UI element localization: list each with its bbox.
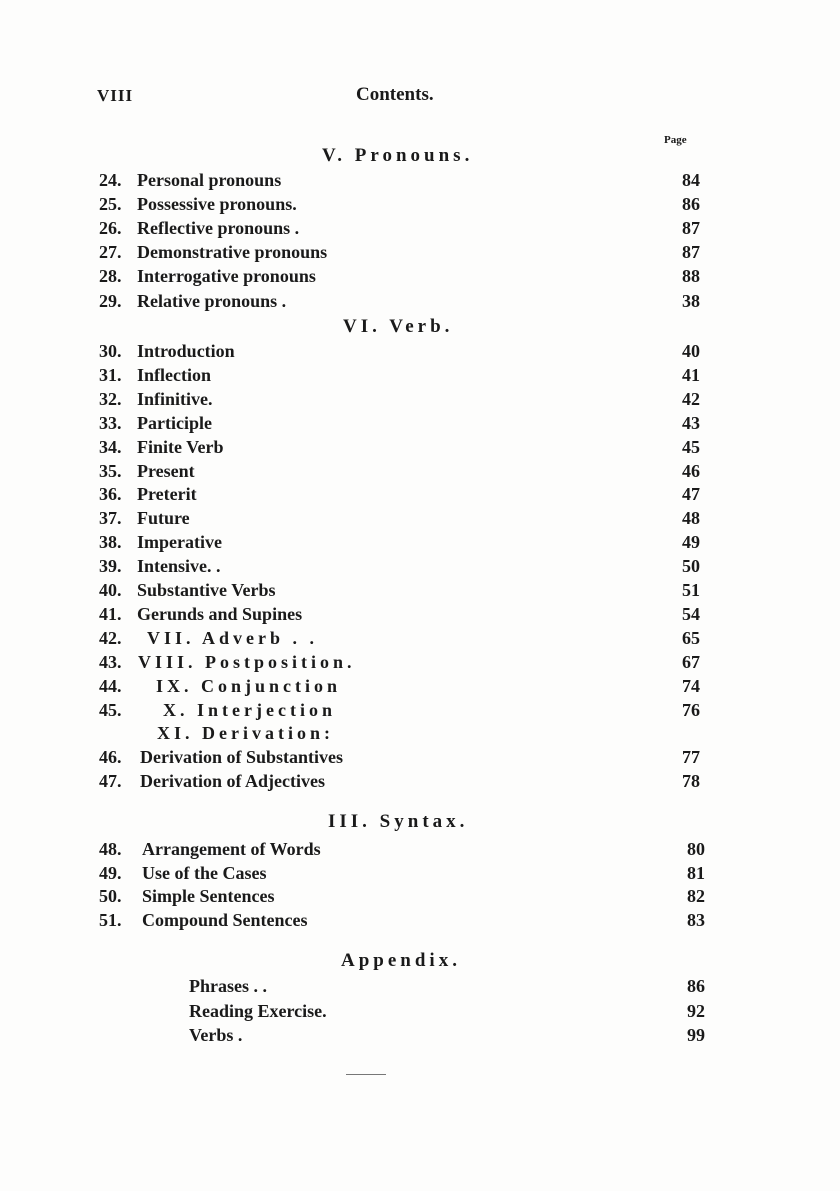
entry-title: Infinitive. [137, 388, 213, 409]
toc-entry [0, 652, 840, 676]
entry-number: 30. [99, 341, 122, 361]
entry-number: 37. [99, 508, 122, 529]
toc-entry [0, 532, 840, 556]
entry-number: 36. [99, 484, 122, 505]
entry-title: Introduction [137, 341, 235, 361]
toc-entry [0, 242, 840, 266]
toc-entry [0, 413, 840, 437]
toc-entry [0, 437, 840, 461]
toc-entry [0, 194, 840, 218]
entry-number: 26. [99, 218, 122, 239]
section-title-syntax: III. Syntax. [328, 811, 469, 832]
end-rule [346, 1074, 386, 1075]
entry-number: 31. [99, 364, 122, 385]
toc-entry [0, 218, 840, 242]
entry-page-number: 50 [682, 556, 700, 577]
running-head: Contents. [356, 84, 434, 105]
entry-title: Compound Sentences [142, 910, 308, 931]
toc-entry [0, 886, 840, 910]
entry-page-number: 76 [682, 699, 700, 720]
toc-entry [0, 723, 840, 747]
entry-page-number: 47 [682, 484, 700, 505]
toc-entry [0, 484, 840, 508]
entry-page-number: 38 [682, 290, 700, 311]
entry-title: Present [137, 460, 195, 481]
toc-entry [0, 839, 840, 863]
page-column-label: Page [664, 134, 687, 146]
entry-title: Imperative [137, 532, 222, 553]
toc-entry [0, 863, 840, 887]
entry-number: 24. [99, 170, 122, 190]
entry-title: Participle [137, 412, 212, 433]
entry-title: Simple Sentences [142, 886, 275, 907]
entry-page-number: 42 [682, 388, 700, 409]
entry-page-number: 54 [682, 603, 700, 624]
entry-page-number: 48 [682, 508, 700, 529]
entry-number: 46. [99, 747, 122, 768]
toc-entry [0, 365, 840, 389]
entry-title: Reading Exercise. [189, 1000, 327, 1021]
entry-page-number: 86 [682, 194, 700, 215]
entry-title: VII. Adverb . . [147, 627, 319, 648]
entry-page-number: 74 [682, 675, 700, 696]
toc-entry [0, 556, 840, 580]
entry-title: Substantive Verbs [137, 580, 276, 600]
toc-entry [0, 1025, 840, 1049]
section-title-pronouns: V. Pronouns. [322, 145, 474, 166]
entry-title: VIII. Postposition. [138, 651, 356, 672]
entry-number: 45. [99, 699, 122, 720]
entry-number: 39. [99, 556, 122, 577]
entry-number: 25. [99, 194, 122, 215]
toc-entry [0, 461, 840, 485]
entry-title: Arrangement of Words [142, 839, 321, 859]
entry-number: 27. [99, 242, 122, 263]
entry-page-number: 46 [682, 460, 700, 481]
entry-number: 48. [99, 839, 122, 859]
toc-entry [0, 910, 840, 934]
entry-page-number: 45 [682, 436, 700, 457]
entry-number: 42. [99, 627, 122, 648]
entry-number: 49. [99, 862, 122, 883]
page-folio: VIII [97, 86, 134, 105]
entry-page-number: 77 [682, 747, 700, 768]
entry-title: Personal pronouns [137, 170, 282, 190]
toc-entry [0, 628, 840, 652]
entry-page-number: 65 [682, 627, 700, 648]
entry-number: 35. [99, 460, 122, 481]
entry-title: Intensive. . [137, 556, 221, 577]
entry-page-number: 84 [682, 170, 700, 190]
entry-page-number: 78 [682, 771, 700, 792]
entry-page-number: 92 [687, 1000, 705, 1021]
entry-number: 43. [99, 651, 122, 672]
entry-page-number: 49 [682, 532, 700, 553]
entry-number: 50. [99, 886, 122, 907]
entry-page-number: 43 [682, 412, 700, 433]
entry-number: 29. [99, 290, 122, 311]
entry-title: Preterit [137, 484, 197, 505]
entry-page-number: 80 [687, 839, 705, 859]
toc-entry [0, 747, 840, 771]
section-title-appendix: Appendix. [341, 950, 461, 971]
entry-title: Phrases . . [189, 976, 267, 996]
entry-page-number: 99 [687, 1025, 705, 1045]
toc-entry [0, 700, 840, 724]
entry-number: 44. [99, 675, 122, 696]
entry-title: Use of the Cases [142, 862, 267, 883]
entry-title: Future [137, 508, 190, 529]
toc-entry [0, 771, 840, 795]
entry-title: Demonstrative pronouns [137, 242, 328, 263]
entry-page-number: 88 [682, 266, 700, 287]
entry-title: Derivation of Adjectives [140, 771, 325, 792]
entry-number: 41. [99, 603, 122, 624]
entry-number: 34. [99, 436, 122, 457]
entry-title: Interrogative pronouns [137, 266, 316, 287]
entry-title: Derivation of Substantives [140, 747, 344, 768]
toc-entry [0, 291, 840, 315]
toc-entry [0, 170, 840, 194]
entry-page-number: 67 [682, 651, 700, 672]
toc-entry [0, 676, 840, 700]
entry-title: Relative pronouns . [137, 290, 287, 311]
toc-entry [0, 266, 840, 290]
entry-page-number: 87 [682, 242, 700, 263]
toc-entry [0, 389, 840, 413]
entry-title: IX. Conjunction [156, 675, 342, 696]
entry-page-number: 81 [687, 862, 705, 883]
entry-title: Gerunds and Supines [137, 603, 303, 624]
toc-entry [0, 508, 840, 532]
entry-title: Reflective pronouns . [137, 218, 300, 239]
entry-title: X. Interjection [163, 699, 336, 720]
entry-title: Possessive pronouns. [137, 194, 297, 215]
entry-title: XI. Derivation: [157, 723, 334, 744]
entry-number: 51. [99, 910, 122, 931]
toc-entry [0, 976, 840, 1000]
entry-page-number: 40 [682, 341, 700, 361]
entry-number: 47. [99, 771, 122, 792]
entry-title: Finite Verb [137, 436, 224, 457]
entry-page-number: 41 [682, 364, 700, 385]
entry-page-number: 82 [687, 886, 705, 907]
toc-entry [0, 604, 840, 628]
toc-entry [0, 1001, 840, 1025]
entry-page-number: 83 [687, 910, 705, 931]
toc-entry [0, 341, 840, 365]
entry-number: 28. [99, 266, 122, 287]
entry-number: 32. [99, 388, 122, 409]
section-title-verb: VI. Verb. [343, 316, 454, 337]
toc-entry [0, 580, 840, 604]
entry-number: 40. [99, 580, 122, 600]
entry-page-number: 51 [682, 580, 700, 600]
entry-number: 38. [99, 532, 122, 553]
entry-page-number: 86 [687, 976, 705, 996]
entry-number: 33. [99, 412, 122, 433]
entry-title: Verbs . [189, 1025, 243, 1045]
entry-title: Inflection [137, 364, 211, 385]
entry-page-number: 87 [682, 218, 700, 239]
